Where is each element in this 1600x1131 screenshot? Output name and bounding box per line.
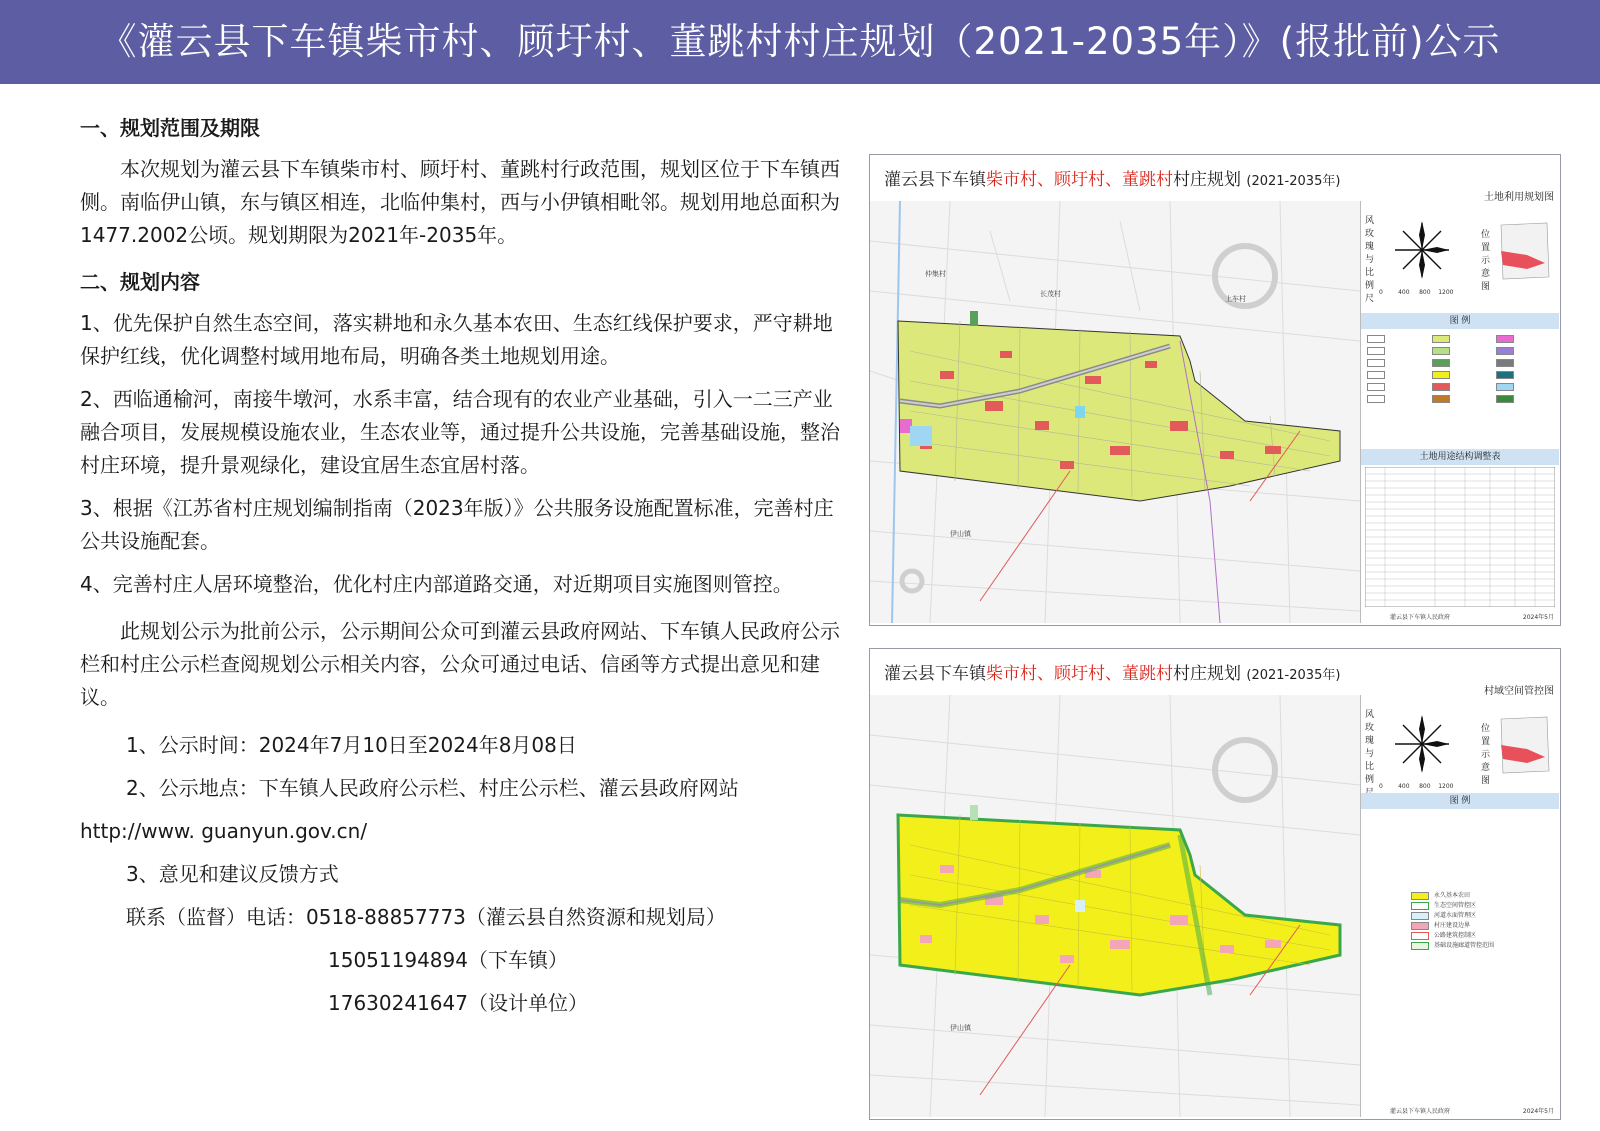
map1-legend-title: 图 例 (1361, 313, 1559, 329)
legend-permanent-farmland: 永久基本农田 (1411, 891, 1494, 901)
banner-title: 《灌云县下车镇柴市村、顾圩村、董跳村村庄规划（2021-2035年）》(报批前)公示 (99, 20, 1501, 63)
notice-text-column (80, 112, 840, 1025)
map2-legend-title: 图 例 (1361, 793, 1559, 809)
section2-item-1: 1、优先保护自然生态空间，落实耕地和永久基本农田、生态红线保护要求，严守耕地保护红线，优化调整村域用地布局，明确各类土地规划用途。 (80, 311, 833, 368)
section2-heading: 二、规划内容 (80, 270, 200, 294)
section1-body: 本次规划为灌云县下车镇柴市村、顾圩村、董跳村行政范围，规划区位于下车镇西侧。南临伊山镇，东与镇区相连，北临仲集村，西与小伊镇相毗邻。规划用地总面积为1477.2002公顷。规划期限为2021年-2035年。 (80, 157, 840, 247)
land-use-plan-map (869, 154, 1561, 626)
map1-legend-swatches (1367, 335, 1555, 431)
map1-wind-label: 风玫瑰与比例尺 (1365, 216, 1375, 304)
map2-place-name-yishan: 伊山镇 (950, 1024, 971, 1032)
notice-time: 1、公示时间：2024年7月10日至2024年8月08日 (126, 733, 577, 757)
map1-footer-date: 2024年5月 (1522, 614, 1554, 621)
map1-location-label: 位置示意图 (1481, 230, 1491, 292)
legend-river-management: 河道水面管理区 (1411, 911, 1494, 921)
section1-heading: 一、规划范围及期限 (80, 116, 260, 140)
map2-subtitle: 村域空间管控图 (1484, 686, 1554, 697)
contact-phone-2: 15051194894（下车镇） (328, 948, 568, 972)
map2-footer-date: 2024年5月 (1522, 1108, 1554, 1115)
map2-sidebar: 风玫瑰与比例 0 400 800 1200 位置示意图 图 例 永久基本农田 生态空间管控区 河道水面管理区 村庄建设边界 公路建筑控制区 基础设施廊道管控范围 (1360, 695, 1559, 1117)
legend-road-control: 公路建筑控制区 (1411, 931, 1494, 941)
map1-sidebar: 风玫瑰与比例尺 0 400 800 1200 位置示意图 图 例 土地用途结构调整表 (1360, 201, 1559, 623)
map1-subtitle: 土地利用规划图 (1484, 192, 1554, 203)
location-inset-map (1497, 221, 1553, 281)
place-name-changmao: 长茂村 (1040, 290, 1061, 298)
place-name-yishan: 伊山镇 (950, 530, 971, 538)
land-use-structure-table (1365, 467, 1555, 607)
legend-village-boundary: 村庄建设边界 (1411, 921, 1494, 931)
map2-title: 灌云县下车镇柴市村、顾圩村、董跳村村庄规划 (2021-2035年) (884, 664, 1341, 684)
contact-phone-3: 17630241647（设计单位） (328, 991, 588, 1015)
map2-footer-org: 灌云县下车镇人民政府 (1390, 1108, 1451, 1115)
page-banner (0, 0, 1600, 84)
map1-footer-org: 灌云县下车镇人民政府 (1390, 614, 1451, 621)
contact-phone-1: 联系（监督）电话：0518-88857773（灌云县自然资源和规划局） (126, 905, 726, 929)
section2-item-3: 3、根据《江苏省村庄规划编制指南（2023年版）》公共服务设施配置标准，完善村庄公共设施配套。 (80, 496, 834, 553)
section2-item-4: 4、完善村庄人居环境整治，优化村庄内部道路交通，对近期项目实施图则管控。 (80, 572, 793, 596)
map2-wind-label: 风玫瑰与比例 (1365, 710, 1375, 785)
place-name-zhongji: 仲集村 (925, 270, 946, 278)
map2-legend-list (1411, 891, 1494, 951)
spatial-control-map (869, 648, 1561, 1120)
section2-item-2: 2、西临通榆河，南接牛墩河，水系丰富，结合现有的农业产业基础，引入一二三产业融合项目，发展规模设施农业，生态农业等，通过提升公共设施，完善基础设施，整治村庄环境，提升景观绿化，建设宜居生态宜居村落。 (80, 387, 840, 477)
notice-intro: 此规划公示为批前公示，公示期间公众可到灌云县政府网站、下车镇人民政府公示栏和村庄公示栏查阅规划公示相关内容，公众可通过电话、信函等方式提出意见和建议。 (80, 619, 840, 709)
place-name-shangche: 上车村 (1225, 295, 1246, 303)
map1-title: 灌云县下车镇柴市村、顾圩村、董跳村村庄规划 (2021-2035年) (884, 170, 1341, 190)
map2-location-label: 位置示意图 (1481, 724, 1491, 786)
notice-feedback: 3、意见和建议反馈方式 (126, 862, 339, 886)
legend-eco-space: 生态空间管控区 (1411, 901, 1494, 911)
wind-rose-icon (1387, 215, 1457, 285)
map2-location-inset-map (1497, 715, 1553, 775)
notice-place: 2、公示地点：下车镇人民政府公示栏、村庄公示栏、灌云县政府网站 (126, 776, 739, 800)
map2-wind-rose-icon (1387, 709, 1457, 779)
map1-table-title: 土地用途结构调整表 (1361, 449, 1559, 465)
legend-infrastructure-corridor: 基础设施廊道管控范围 (1411, 941, 1494, 951)
map1-canvas (870, 201, 1360, 623)
government-website-url: http://www. guanyun.gov.cn/ (80, 819, 368, 843)
map2-canvas (870, 695, 1360, 1117)
